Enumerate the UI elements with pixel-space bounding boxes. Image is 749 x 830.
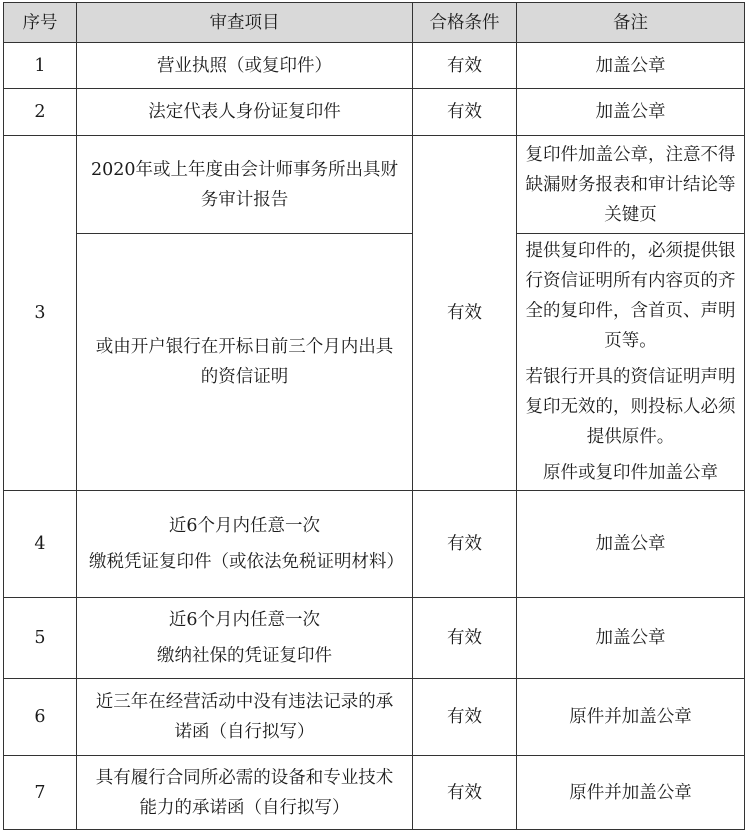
row-condition: 有效 [413, 756, 517, 830]
row-item: 营业执照（或复印件） [77, 43, 413, 89]
row-item: 近三年在经营活动中没有违法记录的承诺函（自行拟写） [77, 679, 413, 756]
note-paragraph: 提供复印件的，必须提供银行资信证明所有内容页的齐全的复印件，含首页、声明页等。 [525, 241, 736, 351]
row-seq: 5 [4, 598, 77, 679]
item-line: 缴纳社保的凭证复印件 [157, 646, 332, 666]
table-row [4, 234, 745, 491]
row-condition: 有效 [413, 491, 517, 598]
row-note: 加盖公章 [517, 598, 745, 679]
row-item: 具有履行合同所必需的设备和专业技术能力的承诺函（自行拟写） [77, 756, 413, 830]
row-condition: 有效 [413, 43, 517, 89]
row-item [77, 491, 413, 598]
row-seq: 4 [4, 491, 77, 598]
row-seq: 6 [4, 679, 77, 756]
row-item: 法定代表人身份证复印件 [77, 89, 413, 136]
table-row [4, 136, 745, 234]
row-condition: 有效 [413, 89, 517, 136]
item-line: 缴税凭证复印件（或依法免税证明材料） [89, 552, 404, 572]
row-seq: 1 [4, 43, 77, 89]
table-row [4, 679, 745, 756]
item-line: 近6个月内任意一次 [168, 516, 321, 536]
header-item: 审查项目 [77, 3, 413, 43]
table-row [4, 491, 745, 598]
row-note: 原件并加盖公章 [517, 679, 745, 756]
row-note: 加盖公章 [517, 89, 745, 136]
row-note [517, 234, 745, 491]
table-row [4, 89, 745, 136]
row-seq: 2 [4, 89, 77, 136]
row-item [77, 598, 413, 679]
row-note: 加盖公章 [517, 43, 745, 89]
table-header-row [4, 3, 745, 43]
item-line: 近6个月内任意一次 [168, 610, 321, 630]
row-condition: 有效 [413, 679, 517, 756]
note-paragraph: 若银行开具的资信证明声明复印无效的，则投标人必须提供原件。 [525, 367, 736, 447]
row-condition: 有效 [413, 598, 517, 679]
note-paragraph: 原件或复印件加盖公章 [543, 463, 718, 483]
row-note: 复印件加盖公章，注意不得缺漏财务报表和审计结论等关键页 [517, 136, 745, 234]
row-seq: 3 [4, 136, 77, 491]
header-condition: 合格条件 [413, 3, 517, 43]
row-item: 或由开户银行在开标日前三个月内出具的资信证明 [77, 234, 413, 491]
row-seq: 7 [4, 756, 77, 830]
row-note: 加盖公章 [517, 491, 745, 598]
table-row [4, 43, 745, 89]
row-note: 原件并加盖公章 [517, 756, 745, 830]
table-row [4, 756, 745, 830]
review-table [3, 2, 745, 830]
table-row [4, 598, 745, 679]
row-item: 2020年或上年度由会计师事务所出具财务审计报告 [77, 136, 413, 234]
header-note: 备注 [517, 3, 745, 43]
row-condition: 有效 [413, 136, 517, 491]
header-seq: 序号 [4, 3, 77, 43]
